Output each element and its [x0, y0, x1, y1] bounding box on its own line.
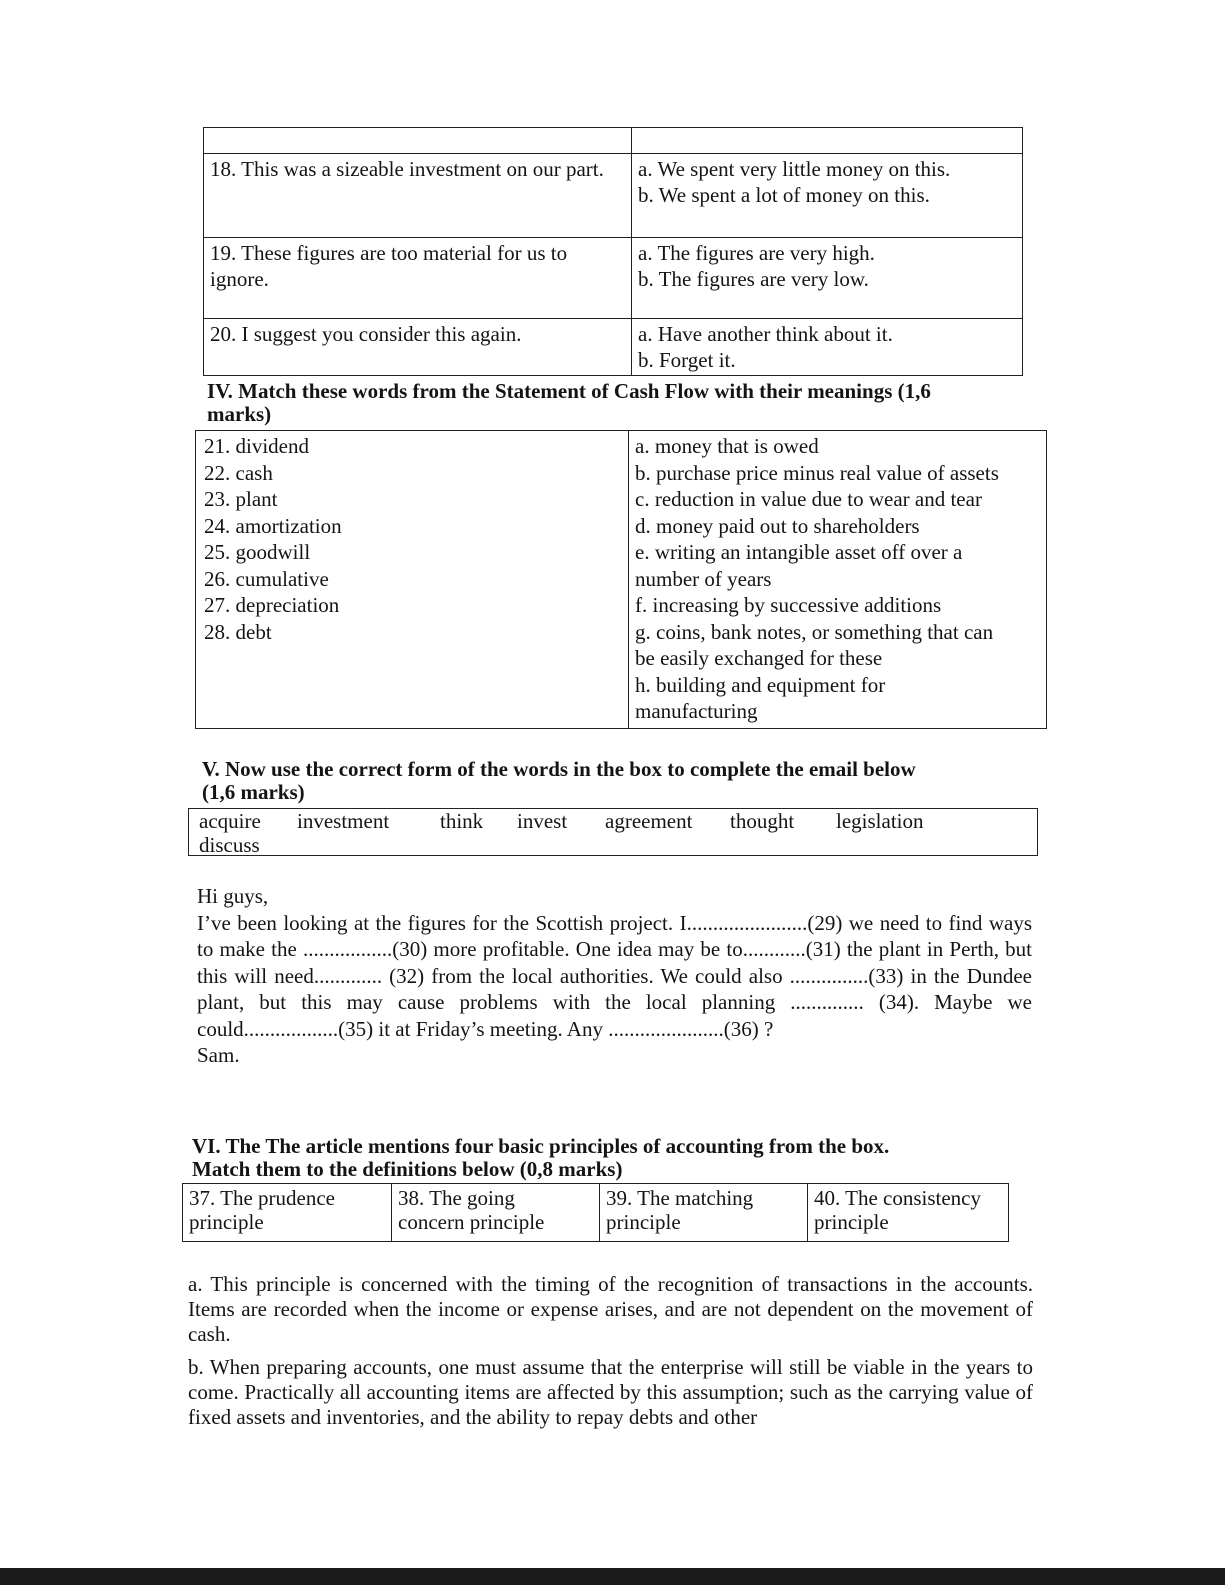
definition-b: b. When preparing accounts, one must assume that the enterprise will still be viable in the years to come. Practically all accounting items are affected by this assumption; such as the carrying value of fixed assets and inventories, and the ability to repay debts and other [188, 1355, 1033, 1429]
question-19: 19. These figures are too material for us to ignore. [204, 238, 632, 319]
box-word: think [440, 809, 484, 833]
scan-edge [0, 1568, 1225, 1585]
word-25: 25. goodwill [204, 540, 311, 564]
meaning-d: d. money paid out to shareholders [635, 513, 920, 538]
word-21: 21. dividend [204, 434, 309, 458]
section-5-heading: V. Now use the correct form of the words in the box to complete the email below (1,6 marks) [202, 757, 916, 804]
table-header-left [204, 128, 632, 154]
word-box [188, 808, 1038, 856]
meaning-b: b. purchase price minus real value of assets [635, 460, 999, 485]
cash-flow-match-table [195, 430, 1047, 729]
word-26: 26. cumulative [204, 566, 329, 591]
table-row [204, 238, 1023, 319]
principle-40: 40. The consistency principle [808, 1184, 1009, 1242]
principle-39: 39. The matching principle [600, 1184, 808, 1242]
word-24: 24. amortization [204, 513, 342, 538]
meaning-e-cont: number of years [635, 566, 772, 591]
word-28: 28. debt [204, 619, 272, 644]
question-20: 20. I suggest you consider this again. [204, 319, 632, 376]
table-header-right [632, 128, 1023, 154]
question-18-options [632, 154, 1023, 238]
meaning-g-cont: be easily exchanged for these [635, 646, 883, 670]
meaning-h-cont: manufacturing [635, 699, 758, 723]
option-b: b. Forget it. [638, 348, 736, 372]
box-word: legislation [836, 809, 924, 833]
words-column [196, 431, 629, 729]
box-word: agreement [605, 809, 693, 833]
word-box-row [199, 809, 1037, 833]
question-18: 18. This was a sizeable investment on our part. [204, 154, 632, 238]
word-23: 23. plant [204, 487, 278, 511]
email-text [197, 883, 1032, 1069]
option-a: a. Have another think about it. [638, 322, 893, 346]
option-a: a. We spent very little money on this. [638, 157, 951, 181]
box-word: discuss [199, 833, 260, 857]
question-19-options [632, 238, 1023, 319]
word-22: 22. cash [204, 460, 273, 485]
box-word: thought [730, 809, 795, 833]
option-b: b. The figures are very low. [638, 267, 869, 291]
word-27: 27. depreciation [204, 593, 340, 617]
meanings-column [629, 431, 1047, 729]
table-row [204, 154, 1023, 238]
email-greeting: Hi guys, [197, 884, 269, 908]
meaning-g: g. coins, bank notes, or something that can [635, 619, 994, 644]
option-b: b. We spent a lot of money on this. [638, 183, 930, 207]
email-body: I’ve been looking at the figures for the Scottish project. I.......................(29) we need to find ways to make the .................(30) more profitable. One idea may be to............(31) the plant in Perth, but this will need............. (32) from the local authorities. We could also ...............(33) in the Dundee plant, but this may cause problems with the local planning .............. (34). Maybe we could..................(35) it at Friday’s meeting. Any ......................(36) ? [197, 910, 1032, 1041]
principle-37: 37. The prudence principle [183, 1184, 392, 1242]
question-20-options [632, 319, 1023, 376]
option-a: a. The figures are very high. [638, 241, 875, 265]
principle-38: 38. The going concern principle [392, 1184, 600, 1242]
meaning-c: c. reduction in value due to wear and tear [635, 487, 982, 511]
section-6-heading: VI. The The article mentions four basic principles of accounting from the box. Match them to the definitions below (0,8 marks) [192, 1134, 890, 1181]
q18-20-table [203, 127, 1023, 376]
meaning-e: e. writing an intangible asset off over a [635, 540, 963, 564]
principles-table [182, 1183, 1009, 1242]
section-4-heading: IV. Match these words from the Statement of Cash Flow with their meanings (1,6 marks) [207, 379, 931, 426]
meaning-h: h. building and equipment for [635, 672, 886, 697]
table-row [204, 319, 1023, 376]
meaning-a: a. money that is owed [635, 434, 819, 458]
definition-a: a. This principle is concerned with the timing of the recognition of transactions in the accounts. Items are recorded when the income or expense arises, and are not dependent on the movement of cash. [188, 1272, 1033, 1346]
box-word: acquire [199, 809, 261, 833]
meaning-f: f. increasing by successive additions [635, 593, 942, 617]
box-word: investment [297, 809, 390, 833]
email-signature: Sam. [197, 1043, 240, 1067]
box-word: invest [517, 809, 568, 833]
